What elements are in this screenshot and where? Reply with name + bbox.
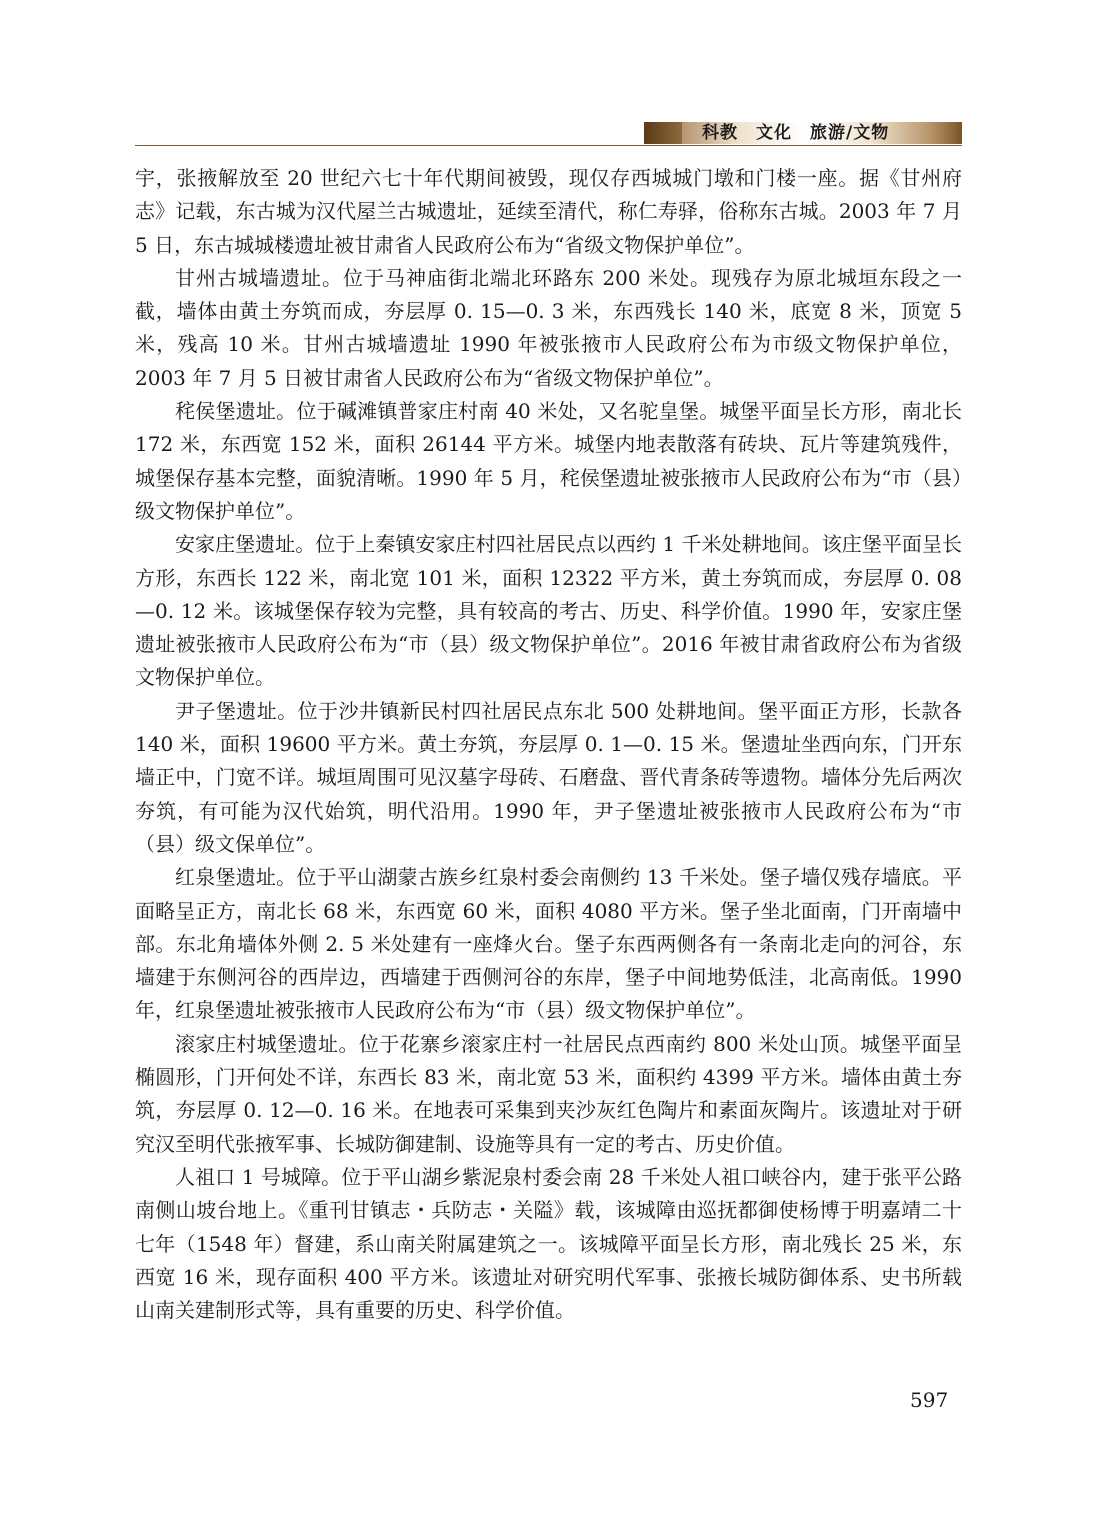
paragraph-gunjiazhuang-fort: 滚家庄村城堡遗址。位于花寨乡滚家庄村一社居民点西南约 800 米处山顶。城堡平面呈椭圆形，门开何处不详，东西长 83 米，南北宽 53 米，面积约 4399 平方米。墙体由黄土夯筑，夯层厚 0. 12—0. 16 米。在地表可采集到夹沙灰红色陶片和素面灰陶片。该遗址对于研究汉至明代张掖军事、长城防御建制、设施等具有一定的考古、历史价值。	[135, 1031, 962, 1156]
header-section-title: 科教 文化 旅游/文物	[702, 123, 890, 143]
paragraph-hongquan-fort: 红泉堡遗址。位于平山湖蒙古族乡红泉村委会南侧约 13 千米处。堡子墙仅残存墙底。平面略呈正方，南北长 68 米，东西宽 60 米，面积 4080 平方米。堡子坐北面南，门开南墙中部。东北角墙体外侧 2. 5 米处建有一座烽火台。堡子东西两侧各有一条南北走向的河谷，东墙建于东侧河谷的西岸边，西墙建于西侧河谷的东岸，堡子中间地势低洼，北高南低。1990 年，红泉堡遗址被张掖市人民政府公布为“市（县）级文物保护单位”。	[135, 865, 962, 1023]
header-rule	[135, 145, 962, 146]
paragraph-continued: 宇，张掖解放至 20 世纪六七十年代期间被毁，现仅存西城城门墩和门楼一座。据《甘州府志》记载，东古城为汉代屋兰古城遗址，延续至清代，称仁寿驿，俗称东古城。2003 年 7 月 5 日，东古城城楼遗址被甘肃省人民政府公布为“省级文物保护单位”。	[135, 166, 962, 257]
running-header	[135, 118, 962, 148]
paragraph-renzukou-barrier: 人祖口 1 号城障。位于平山湖乡紫泥泉村委会南 28 千米处人祖口峡谷内，建于张平公路南侧山坡台地上。《重刊甘镇志・兵防志・关隘》载，该城障由巡抚都御使杨博于明嘉靖二十七年（1548 年）督建，系山南关附属建筑之一。该城障平面呈长方形，南北残长 25 米，东西宽 16 米，现存面积 400 平方米。该遗址对研究明代军事、张掖长城防御体系、史书所载山南关建制形式等，具有重要的历史、科学价值。	[135, 1164, 962, 1323]
page-number: 597	[910, 1388, 949, 1412]
header-dark-block	[644, 122, 682, 144]
paragraph-anjiazhuang-fort: 安家庄堡遗址。位于上秦镇安家庄村四社居民点以西约 1 千米处耕地间。该庄堡平面呈长方形，东西长 122 米，南北宽 101 米，面积 12322 平方米，黄土夯筑而成，夯层厚 0. 08—0. 12 米。该城堡保存较为完整，具有较高的考古、历史、科学价值。1990 年，安家庄堡遗址被张掖市人民政府公布为“市（县）级文物保护单位”。2016 年被甘肃省政府公布为省级文物保护单位。	[135, 532, 962, 690]
paragraph-duhou-fort: 秺侯堡遗址。位于碱滩镇普家庄村南 40 米处，又名驼皇堡。城堡平面呈长方形，南北长 172 米，东西宽 152 米，面积 26144 平方米。城堡内地表散落有砖块、瓦片等建筑残件，城堡保存基本完整，面貌清晰。1990 年 5 月，秺侯堡遗址被张掖市人民政府公布为“市（县）级文物保护单位”。	[135, 399, 962, 523]
paragraph-yinzi-fort: 尹子堡遗址。位于沙井镇新民村四社居民点东北 500 处耕地间。堡平面正方形，长款各 140 米，面积 19600 平方米。黄土夯筑，夯层厚 0. 1—0. 15 米。堡遗址坐西向东，门开东墙正中，门宽不详。城垣周围可见汉墓字母砖、石磨盘、晋代青条砖等遗物。墙体分先后两次夯筑，有可能为汉代始筑，明代沿用。1990 年，尹子堡遗址被张掖市人民政府公布为“市（县）级文保单位”。	[135, 698, 962, 856]
body-text	[135, 162, 962, 1327]
paragraph-ganzhou-city-wall: 甘州古城墙遗址。位于马神庙街北端北环路东 200 米处。现残存为原北城垣东段之一截，墙体由黄土夯筑而成，夯层厚 0. 15—0. 3 米，东西残长 140 米，底宽 8 米，顶宽 5 米，残高 10 米。甘州古城墙遗址 1990 年被张掖市人民政府公布为市级文物保护单位，2003 年 7 月 5 日被甘肃省人民政府公布为“省级文物保护单位”。	[135, 265, 962, 390]
header-decorative-band	[644, 122, 962, 144]
